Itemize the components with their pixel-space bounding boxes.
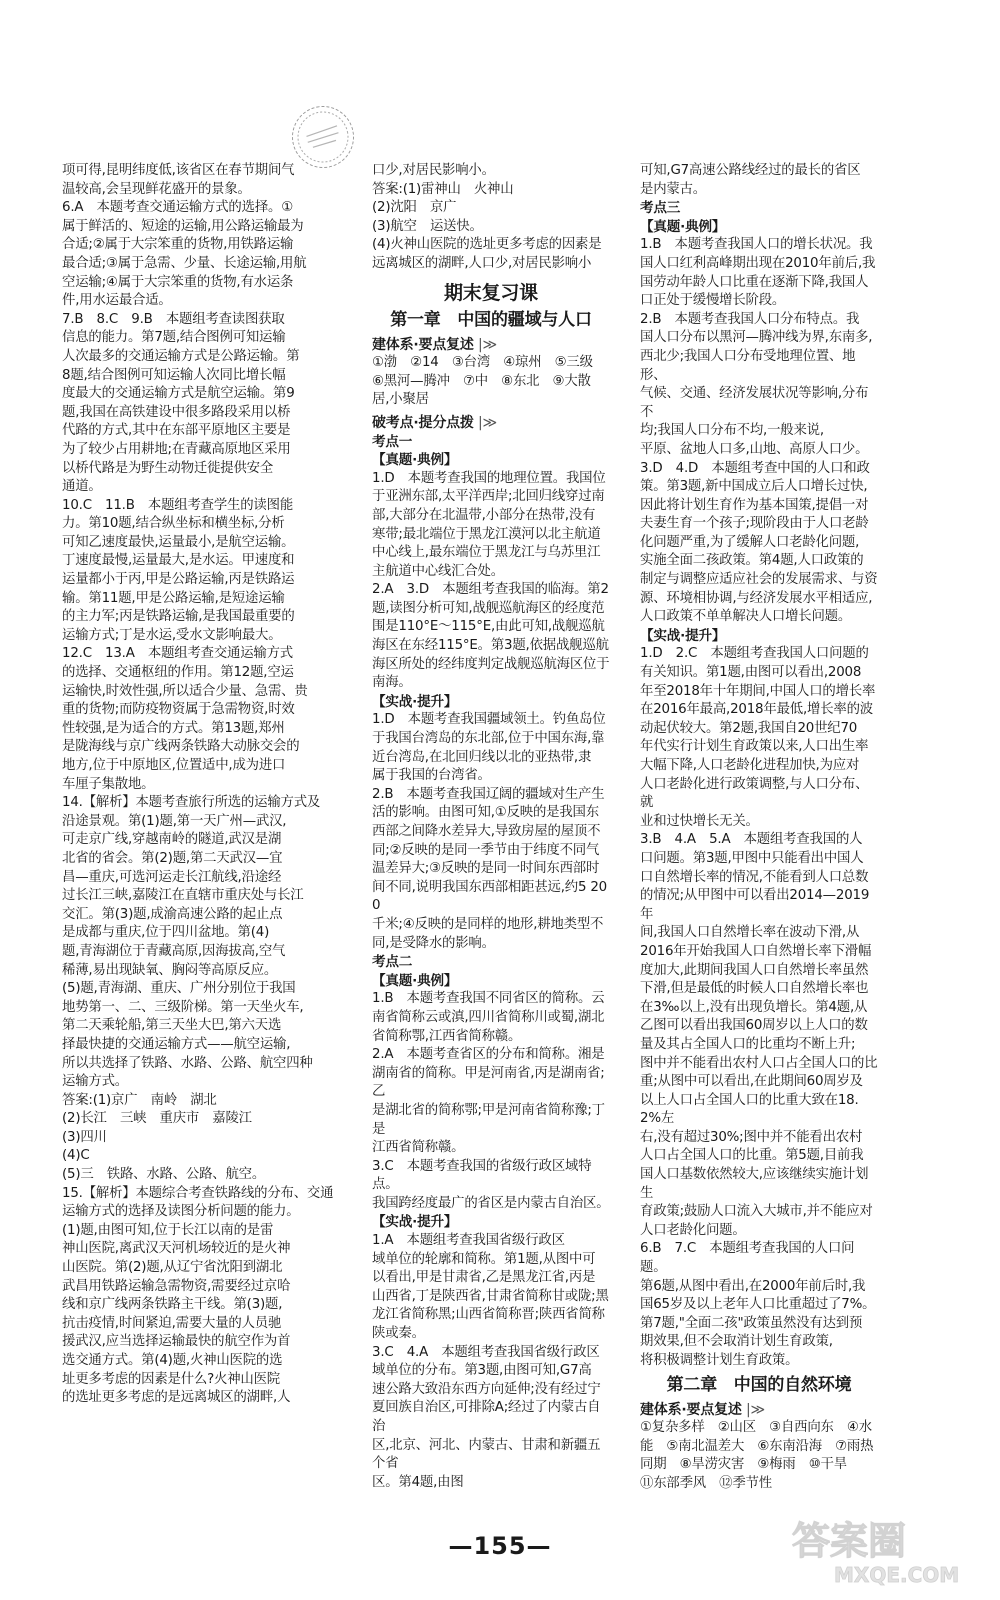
svg-text:MXQE.COM: MXQE.COM — [834, 1563, 960, 1587]
answer-line: (5)三 铁路、水路、公路、航空。 — [62, 1167, 266, 1183]
answer-line: 口自然增长率的情况,不能看到人口总数 — [640, 869, 869, 885]
answer-line: 第7题,"全面二孩"政策虽然没有达到预 — [640, 1315, 863, 1331]
answer-line: 通道。 — [62, 479, 102, 495]
answer-line: 1.D 本题考查我国的地理位置。我国位 — [372, 470, 606, 486]
section-arrow-icon: |≫ — [473, 336, 497, 353]
answer-line: 有关知识。第1题,由图可以看出,2008 — [640, 665, 862, 681]
answer-column-left — [62, 162, 352, 1408]
answer-line: 10.C 11.B 本题组考查学生的读图能 — [62, 497, 294, 513]
answer-line: 地方,位于中原地区,位置适中,成为进口 — [62, 758, 286, 773]
answer-line: 图中并不能看出农村人口占全国人口的比 — [640, 1055, 878, 1071]
answer-line: ⑪东部季风 ⑫季节性 — [640, 1475, 772, 1491]
answer-line: 沿途景观。第(1)题,第一天广州—武汉, — [62, 813, 287, 829]
answer-line: 力。第10题,结合纵坐标和横坐标,分析 — [62, 516, 285, 532]
section-label: 建体系·要点复述 — [640, 1401, 742, 1418]
answer-line: 量及其占全国人口的比重均不断上升; — [640, 1036, 856, 1052]
answer-line: 于我国台湾岛的东北部,位于中国东海,靠 — [372, 731, 605, 747]
answer-line: 以看出,甲是甘肃省,乙是黑龙江省,丙是 — [372, 1270, 596, 1286]
stamp-icon — [290, 104, 356, 170]
answer-line: 空运输;④属于大宗笨重的货物,有水运条 — [62, 274, 294, 290]
answer-line: 抗击疫情,时间紧迫,需要大量的人员驰 — [62, 1315, 282, 1331]
answer-line: (5)题,青海湖、重庆、广州分别位于我国 — [62, 981, 296, 997]
answer-line: 2.A 本题考查省区的分布和简称。湘是 — [372, 1047, 605, 1063]
answer-line: 址更多考虑的因素是什么?火神山医院 — [62, 1371, 280, 1387]
answer-column-right — [640, 162, 878, 1494]
answer-line: ①渤 ②14 ③台湾 ④琼州 ⑤三级 — [372, 355, 593, 371]
answer-heading: 【真题·典例】 — [640, 218, 726, 235]
answer-line: 国劳动年龄人口比重在逐渐下降,我国人 — [640, 274, 869, 290]
answer-section — [640, 1401, 878, 1420]
answer-line: 1.B 本题考查我国人口的增长状况。我 — [640, 237, 873, 253]
answer-line: 口少,对居民影响小。 — [372, 163, 495, 178]
answer-line: 同期 ⑧旱涝灾害 ⑨梅雨 ⑩干旱 — [640, 1457, 847, 1473]
answer-line: 答案:(1)雷神山 火神山 — [372, 181, 514, 197]
answer-line: 的情况;从甲图中可以看出2014—2019年 — [640, 888, 870, 922]
answer-line: 大幅下降,人口老龄化进程加快,为应对 — [640, 758, 860, 773]
answer-line: 过长江三峡,嘉陵江在直辖市重庆处与长江 — [62, 888, 304, 904]
answer-line: ⑥黑河—腾冲 ⑦中 ⑧东北 ⑨大散 — [372, 373, 591, 389]
answer-line: 是内蒙古。 — [640, 181, 706, 197]
answer-line: 2016年开始我国人口自然增长率下滑幅 — [640, 943, 872, 959]
answer-line: ①复杂多样 ②山区 ③自西向东 ④水 — [640, 1420, 872, 1436]
answer-line: 稀薄,易出现缺氧、胸闷等高原反应。 — [62, 962, 278, 978]
answer-line: 国65岁及以上老年人口比重超过了7%。 — [640, 1297, 876, 1313]
answer-line: 属于我国的台湾省。 — [372, 768, 491, 784]
answer-subtitle: 第二章 中国的自然环境 — [666, 1374, 852, 1395]
answer-line: 在2016年最高,2018年最低,增长率的波 — [640, 702, 873, 718]
answer-line: 项可得,昆明纬度低,该省区在春节期间气 — [62, 163, 295, 178]
answer-line: 14.【解析】本题考查旅行所选的运输方式及 — [62, 795, 321, 811]
answer-line: 人次最多的交通运输方式是公路运输。第 — [62, 348, 300, 364]
answer-line: 6.A 本题考查交通运输方式的选择。① — [62, 200, 293, 216]
answer-line: (2)沈阳 京广 — [372, 200, 457, 216]
answer-line: 于亚洲东部,太平洋西岸;北回归线穿过南 — [372, 489, 605, 505]
answer-line: 口问题。第3题,甲图中只能看出中国人 — [640, 850, 864, 866]
answer-line: 的主力军;丙是铁路运输,是我国最重要的 — [62, 609, 295, 625]
answer-heading: 考点一 — [372, 433, 413, 450]
answer-section — [372, 414, 610, 433]
answer-line: 下滑,但是最低的时候人口自然增长率也 — [640, 981, 869, 997]
answer-line: 北省的省会。第(2)题,第二天武汉—宜 — [62, 850, 283, 866]
svg-text:答案圈: 答案圈 — [792, 1519, 907, 1563]
answer-line: 重的货物;而防疫物资属于急需物资,时效 — [62, 702, 295, 718]
answer-line: 陕或秦。 — [372, 1326, 425, 1342]
answer-section — [372, 336, 610, 355]
answer-line: 部,大部分在北温带,小部分在热带,没有 — [372, 507, 596, 523]
watermark-logo — [782, 1510, 982, 1590]
answer-line: 平原、盆地人口多,山地、高原人口少。 — [640, 441, 869, 457]
answer-line: 区。第4题,由图 — [372, 1474, 464, 1490]
answer-line: 车厘子集散地。 — [62, 776, 155, 792]
answer-line: 人口占全国人口的比重。第5题,目前我 — [640, 1148, 864, 1164]
answer-line: 3.C 4.A 本题组考查我国省级行政区 — [372, 1344, 600, 1360]
answer-line: 化问题严重,为了缓解人口老龄化问题, — [640, 534, 860, 550]
answer-line: 人口政策不单单解决人口增长问题。 — [640, 609, 852, 625]
answer-line: 年至2018年十年期间,中国人口的增长率 — [640, 683, 876, 699]
answer-line: 2.B 本题考查我国辽阔的疆域对生产生 — [372, 786, 605, 802]
answer-column-middle — [372, 162, 610, 1492]
answer-line: 间,我国人口自然增长率在波动下滑,从 — [640, 925, 860, 941]
answer-line: 1.A 本题组考查我国省级行政区 — [372, 1233, 565, 1249]
answer-line: 策。第3题,新中国成立后人口增长过快, — [640, 479, 868, 495]
answer-line: 实施全面二孩政策。第4题,人口政策的 — [640, 553, 864, 569]
answer-line: 3.D 4.D 本题组考查中国的人口和政 — [640, 460, 870, 476]
answer-line: 选交通方式。第(4)题,火神山医院的选 — [62, 1353, 283, 1368]
answer-line: 区,北京、河北、内蒙古、甘肃和新疆五个省 — [372, 1437, 601, 1472]
answer-line: 代路的方式,其中在东部平原地区主要是 — [62, 423, 291, 439]
answer-line: 性较强,是为适合的方式。第13题,郑州 — [62, 720, 285, 736]
answer-line: (3)航空 运送快。 — [372, 218, 483, 234]
answer-line: 神山医院,离武汉天河机场较近的是火神 — [62, 1241, 291, 1257]
answer-line: 制定与调整应适应社会的发展需求、与资 — [640, 572, 878, 588]
answer-line: (1)题,由图可知,位于长江以南的是雷 — [62, 1222, 274, 1238]
answer-line: 重;从图中可以看出,在此期间60周岁及 — [640, 1074, 863, 1090]
answer-line: 2.B 本题考查我国人口分布特点。我 — [640, 311, 860, 327]
answer-line: 期效果,但不会取消计划生育政策, — [640, 1334, 833, 1350]
answer-line: 丁速度最慢,运量最大,是水运。甲速度和 — [62, 553, 295, 569]
answer-line: 线和京广线两条铁路主干线。第(3)题, — [62, 1297, 283, 1313]
answer-line: 3.B 4.A 5.A 本题组考查我国的人 — [640, 832, 863, 848]
answer-line: 人口老龄化进行政策调整,与人口分布、就 — [640, 776, 869, 811]
answer-line: 最合适;③属于急需、少量、长途运输,用航 — [62, 255, 307, 271]
answer-line: 的选址更多考虑的是远离城区的湖畔,人 — [62, 1390, 291, 1406]
answer-line: 育政策;鼓励人口流入大城市,并不能应对 — [640, 1204, 873, 1220]
answer-line: 2.A 3.D 本题组考查我国的临海。第2 — [372, 582, 609, 598]
answer-line: 8题,结合图例可知运输人次同比增长幅 — [62, 367, 286, 383]
answer-line: 因此将计划生育作为基本国策,提倡一对 — [640, 497, 869, 513]
answer-line: 1.D 2.C 本题组考查我国人口问题的 — [640, 646, 869, 662]
answer-heading: 考点二 — [372, 954, 413, 971]
answer-line: 温差异大;③反映的是同一时间东西部时 — [372, 861, 600, 877]
answer-line: 合适;②属于大宗笨重的货物,用铁路运输 — [62, 237, 294, 253]
answer-line: 运输方式;丁是水运,受水文影响最大。 — [62, 627, 282, 643]
answer-line: 昌—重庆,可选河运走长江航线,沿途经 — [62, 869, 282, 885]
answer-line: 1.B 本题考查我国不同省区的简称。云 — [372, 991, 605, 1007]
answer-line: (2)长江 三峡 重庆市 嘉陵江 — [62, 1111, 252, 1127]
answer-line: 域单位的轮廓和简称。第1题,从图中可 — [372, 1251, 596, 1267]
answer-line: 以桥代路是为野生动物迁徙提供安全 — [62, 460, 274, 476]
answer-line: 交汇。第(3)题,成渝高速公路的起止点 — [62, 906, 283, 922]
answer-line: 乙图可以看出我国60周岁以上人口的数 — [640, 1018, 868, 1034]
answer-line: 为了较少占用耕地;在青藏高原地区采用 — [62, 441, 291, 457]
answer-line: 近台湾岛,在北回归线以北的亚热带,隶 — [372, 749, 592, 765]
answer-line: 我国跨经度最广的省区是内蒙古自治区。 — [372, 1195, 610, 1211]
answer-line: 同;②反映的是同一季节由于纬度不同气 — [372, 842, 600, 858]
answer-line: (4)C — [62, 1148, 90, 1164]
answer-line: 海区在东经115°E。第3题,依据战舰巡航 — [372, 638, 609, 654]
answer-line: 居,小聚居 — [372, 392, 429, 408]
answer-line: 能 ⑤南北温差大 ⑥东南沿海 ⑦雨热 — [640, 1438, 874, 1454]
answer-line: 同,是受降水的影响。 — [372, 935, 495, 951]
answer-line: 可知乙速度最快,运量最小,是航空运输。 — [62, 534, 295, 550]
answer-line: 口正处于缓慢增长阶段。 — [640, 293, 786, 309]
answer-line: 国人口红利高峰期出现在2010年前后,我 — [640, 255, 876, 271]
answer-line: 件,用水运最合适。 — [62, 293, 172, 309]
answer-line: 寒带;最北端位于黑龙江漠河以北主航道 — [372, 526, 601, 542]
answer-title: 期末复习课 — [443, 281, 538, 304]
answer-line: 省简称鄂,江西省简称赣。 — [372, 1028, 522, 1044]
answer-line: 所以共选择了铁路、水路、公路、航空四种 — [62, 1055, 313, 1071]
answer-line: 山西省,丁是陕西省,甘肃省简称甘或陇;黑 — [372, 1288, 609, 1304]
answer-line: 12.C 13.A 本题组考查交通运输方式 — [62, 646, 293, 662]
answer-line: 的选择、交通枢纽的作用。第12题,空运 — [62, 665, 294, 681]
answer-line: 7.B 8.C 9.B 本题组考查读图获取 — [62, 311, 285, 327]
answer-heading: 考点三 — [640, 200, 681, 217]
answer-line: 海区所处的经纬度判定战舰巡航海区位于 — [372, 656, 610, 672]
section-arrow-icon: |≫ — [473, 414, 497, 431]
answer-line: 运量都小于丙,甲是公路运输,丙是铁路运 — [62, 572, 295, 588]
answer-line: 是湖北省的简称鄂;甲是河南省简称豫;丁是 — [372, 1102, 605, 1137]
answer-line: 是成都与重庆,位于四川盆地。第(4) — [62, 925, 270, 941]
answer-line: 活的影响。由图可知,①反映的是我国东 — [372, 805, 599, 821]
answer-line: 信息的能力。第7题,结合图例可知运输 — [62, 330, 286, 346]
answer-line: 国人口基数依然较大,应该继续实施计划生 — [640, 1167, 869, 1201]
answer-line: 属于鲜活的、短途的运输,用公路运输最为 — [62, 218, 304, 234]
answer-line: 千米;④反映的是同样的地形,耕地类型不 — [372, 916, 604, 932]
answer-line: 1.D 本题考查我国疆域领土。钓鱼岛位 — [372, 712, 606, 728]
answer-line: 山医院。第(2)题,从辽宁省沈阳到湖北 — [62, 1260, 283, 1276]
answer-line: 围是110°E～115°E,由此可知,战舰巡航 — [372, 619, 605, 635]
answer-line: 题,读图分析可知,战舰巡航海区的经度范 — [372, 600, 605, 616]
answer-line: 年代实行计划生育政策以来,人口出生率 — [640, 739, 869, 755]
answer-line: 运输快,时效性强,所以适合少量、急需、贵 — [62, 683, 308, 699]
answer-heading: 【真题·典例】 — [372, 452, 458, 469]
answer-line: 动起伏较大。第2题,我国自20世纪70 — [640, 720, 858, 736]
answer-line: 在3‰以上,没有出现负增长。第4题,从 — [640, 999, 868, 1015]
answer-line: 武昌用铁路运输急需物资,需要经过京哈 — [62, 1278, 291, 1294]
answer-line: 西部之间降水差异大,导致房屋的屋顶不 — [372, 824, 601, 839]
answer-line: 题,青海湖位于青藏高原,因海拔高,空气 — [62, 943, 286, 959]
answer-line: 江西省简称赣。 — [372, 1140, 465, 1156]
answer-line: 援武汉,应当选择运输最快的航空作为首 — [62, 1334, 291, 1350]
answer-heading: 【实战·提升】 — [372, 693, 458, 710]
answer-line: 可知,G7高速公路线经过的最长的省区 — [640, 163, 861, 178]
answer-line: (4)火神山医院的选址更多考虑的因素是 — [372, 237, 602, 253]
answer-line: 主航道中心线汇合处。 — [372, 563, 504, 579]
answer-line: 国人口分布以黑河—腾冲线为界,东南多, — [640, 330, 873, 346]
page-number: —155— — [448, 1532, 552, 1560]
answer-line: 龙江省简称黑;山西省简称晋;陕西省简称 — [372, 1307, 605, 1323]
answer-line: 以上人口占全国人口的比重大致在18.2%左 — [640, 1092, 859, 1127]
answer-line: (3)四川 — [62, 1129, 107, 1145]
answer-heading: 【真题·典例】 — [372, 972, 458, 989]
answer-line: 源、环境相协调,与经济发展水平相适应, — [640, 590, 873, 606]
answer-line: 度最大的交通运输方式是航空运输。第9 — [62, 386, 295, 402]
answer-line: 夏回族自治区,可排除A;经过了内蒙古自治 — [372, 1400, 601, 1434]
answer-line: 6.B 7.C 本题组考查我国的人口问题。 — [640, 1241, 855, 1276]
answer-line: 业和过快增长无关。 — [640, 813, 759, 829]
answer-heading: 【实战·提升】 — [372, 1214, 458, 1231]
answer-line: 第6题,从图中看出,在2000年前后时,我 — [640, 1278, 866, 1294]
answer-line: 3.C 本题考查我国的省级行政区域特点。 — [372, 1158, 592, 1193]
answer-line: 可走京广线,穿越南岭的隧道,武汉是湖 — [62, 832, 282, 848]
answer-line: 将积极调整计划生育政策。 — [640, 1353, 799, 1368]
answer-line: 湖南省的简称。甲是河南省,丙是湖南省;乙 — [372, 1065, 605, 1100]
answer-line: 均;我国人口分布不均,一般来说, — [640, 423, 824, 439]
answer-heading: 【实战·提升】 — [640, 627, 726, 644]
answer-line: 西北少;我国人口分布受地理位置、地形、 — [640, 348, 856, 383]
answer-line: 间不同,说明我国东西部相距甚远,约5 200 — [372, 879, 607, 914]
answer-line: 第二天乘轮船,第三天坐大巴,第六天选 — [62, 1018, 282, 1034]
section-arrow-icon: |≫ — [741, 1401, 765, 1418]
answer-line: 15.【解析】本题综合考查铁路线的分布、交通 — [62, 1185, 334, 1201]
section-label: 破考点·提分点拨 — [372, 414, 474, 431]
answer-line: 择最快捷的交通运输方式——航空运输, — [62, 1036, 291, 1052]
answer-line: 地势第一、二、三级阶梯。第一天坐火车, — [62, 999, 304, 1015]
answer-line: 南海。 — [372, 675, 412, 691]
answer-line: 运输方式。 — [62, 1074, 128, 1090]
section-label: 建体系·要点复述 — [372, 336, 474, 353]
answer-subtitle: 第一章 中国的疆域与人口 — [390, 309, 592, 330]
answer-line: 答案:(1)京广 南岭 湖北 — [62, 1092, 217, 1108]
answer-line: 是陇海线与京广线两条铁路大动脉交会的 — [62, 739, 300, 755]
answer-line: 右,没有超过30%;图中并不能看出农村 — [640, 1129, 863, 1145]
answer-line: 运输方式的选择及读图分析问题的能力。 — [62, 1204, 300, 1220]
answer-line: 中心线上,最东端位于黑龙江与乌苏里江 — [372, 545, 601, 561]
answer-line: 速公路大致沿东西方向延伸;没有经过宁 — [372, 1381, 601, 1397]
answer-line: 域单位的分布。第3题,由图可知,G7高 — [372, 1363, 592, 1379]
answer-line: 输。第11题,甲是公路运输,是短途运输 — [62, 590, 285, 606]
answer-line: 南省简称云或滇,四川省简称川或蜀,湖北 — [372, 1009, 605, 1025]
answer-line: 度加大,此期间我国人口自然增长率虽然 — [640, 962, 869, 978]
answer-line: 夫妻生育一个孩子;现阶段由于人口老龄 — [640, 516, 869, 532]
answer-line: 温较高,会呈现鲜花盛开的景象。 — [62, 181, 251, 197]
answer-line: 人口老龄化问题。 — [640, 1222, 746, 1238]
answer-line: 远离城区的湖畔,人口少,对居民影响小 — [372, 255, 592, 271]
answer-line: 题,我国在高铁建设中很多路段采用以桥 — [62, 404, 291, 420]
answer-line: 气候、交通、经济发展状况等影响,分布不 — [640, 386, 869, 420]
